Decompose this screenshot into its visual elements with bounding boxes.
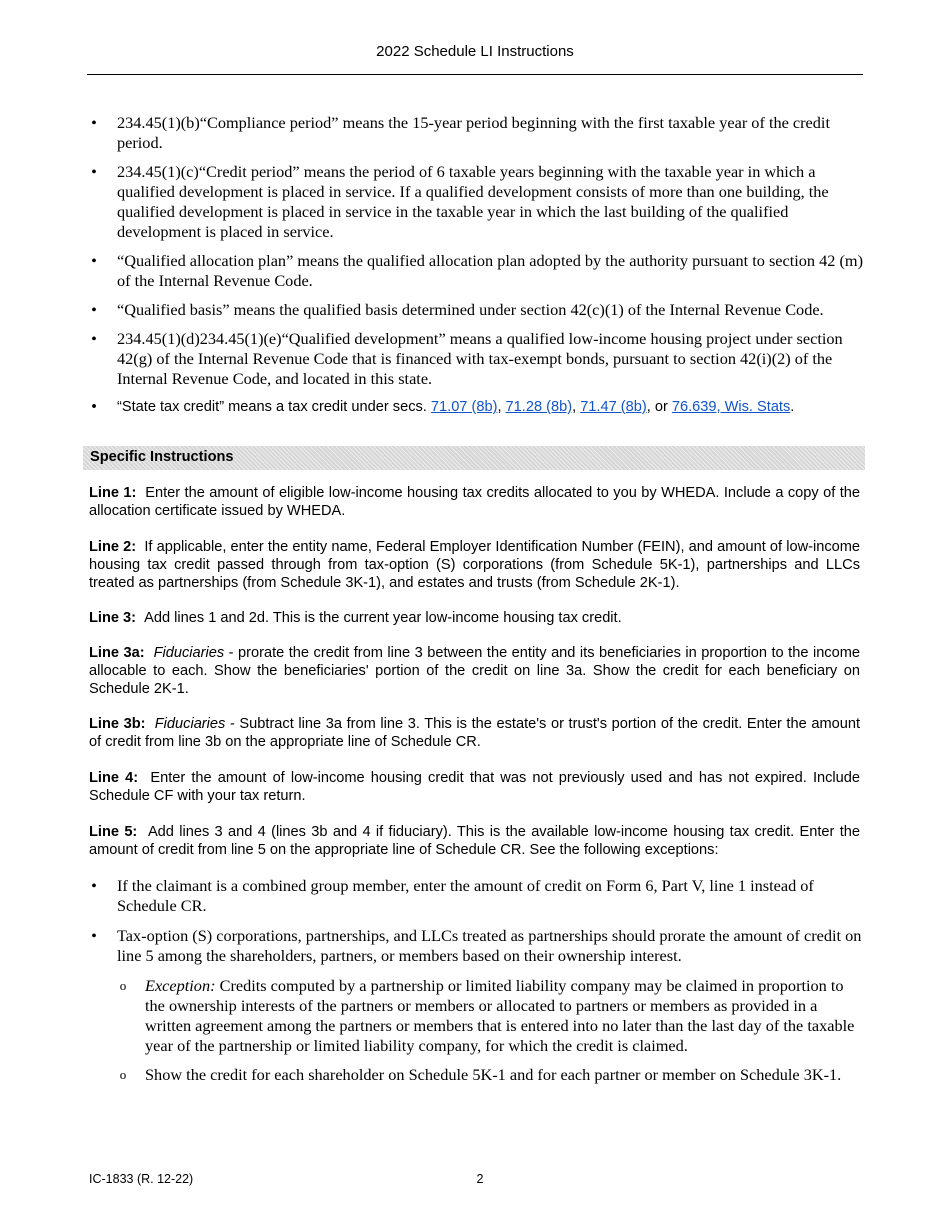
separator: , or [646, 399, 672, 415]
line-text: If applicable, enter the entity name, Federal Employer Identification Number (FEIN), and amount of low-income housing tax credit passed through from tax-option (S) corporations (from Schedule 5K-1), partnerships and LLCs treated as partnerships (from Schedule 3K-1), and estates and trusts (from Schedule 2K-1). [89, 539, 861, 591]
definition-text: “Qualified basis” means the qualified basis determined under section 42(c)(1) of the Internal Revenue Code. [117, 300, 824, 319]
line-5-instruction [89, 823, 860, 859]
statute-link-71-47[interactable]: 71.47 (8b) [580, 399, 647, 415]
line-italic: Fiduciaries [154, 716, 226, 732]
statute-link-71-07[interactable]: 71.07 (8b) [430, 399, 498, 415]
separator: , [572, 399, 581, 415]
line-text: - prorate the credit from line 3 between the entity and its beneficiaries in proportion to the income allocable to each. Show the beneficiaries' portion of the credit on line 3a. Show the credit for each beneficiary on Schedule 2K-1. [89, 645, 860, 697]
definition-item-state-tax-credit [87, 398, 863, 416]
exception-item [87, 926, 863, 1085]
definition-item [87, 300, 863, 320]
sub-exception-item [117, 976, 863, 1056]
definition-text: “Qualified development” means a qualified low-income housing project under section 42(g) of the Internal Revenue Code that is financed with tax-exempt bonds, pursuant to section 42(i)(2) of the Internal Revenue Code, and located in this state. [117, 329, 843, 388]
footer-page-number: 2 [476, 1172, 484, 1186]
definition-item [87, 162, 863, 242]
exception-item [87, 876, 863, 916]
bullet-marker: • [91, 399, 97, 415]
bullet-marker: • [91, 162, 97, 181]
line-label: Line 3a: [89, 645, 145, 661]
sub-exception-text: Show the credit for each shareholder on Schedule 5K-1 and for each partner or member on Schedule 3K-1. [145, 1065, 842, 1084]
line-italic: Fiduciaries [153, 645, 225, 661]
circle-marker: o [119, 1067, 127, 1082]
definition-ref: 234.45(1)(b) [117, 113, 200, 132]
line-label: Line 3b: [89, 716, 146, 732]
definition-ref: 234.45(1)(d)234.45(1)(e) [117, 329, 282, 348]
definition-ref: 234.45(1)(c) [117, 162, 199, 181]
line-2-instruction [89, 538, 860, 592]
sub-exception-item [117, 1065, 863, 1085]
line-label: Line 2: [89, 539, 137, 555]
definition-item [87, 113, 863, 153]
statute-link-71-28[interactable]: 71.28 (8b) [505, 399, 573, 415]
sub-exception-text: Credits computed by a partnership or limited liability company may be claimed in proportion to the ownership interests of the partners or members or allocated to partners or members as provided in a written agreement among the partners or members that is entered into no later than the last day of the taxable year of the partnership or limited liability company, for which the credit is claimed. [145, 976, 855, 1055]
sentence-end: . [790, 399, 795, 415]
line-label: Line 1: [89, 485, 137, 501]
exceptions-list [87, 876, 863, 1095]
line-3a-instruction [89, 644, 860, 698]
page-header-title: 2022 Schedule LI Instructions [376, 43, 574, 60]
definition-text: “Qualified allocation plan” means the qualified allocation plan adopted by the authority pursuant to section 42 (m) of the Internal Revenue Code. [117, 251, 863, 290]
state-tax-credit-text: “State tax credit” means a tax credit under secs. [117, 399, 431, 415]
statute-link-76-639[interactable]: 76.639, Wis. Stats [671, 399, 791, 415]
bullet-marker: • [91, 329, 97, 348]
circle-marker: o [119, 978, 127, 993]
line-text: Enter the amount of eligible low-income housing tax credits allocated to you by WHEDA. Include a copy of the allocation certificate issued by WHEDA. [89, 485, 861, 519]
definitions-list [87, 113, 863, 425]
definition-item [87, 329, 863, 389]
footer-form-number: IC-1833 (R. 12-22) [89, 1172, 194, 1186]
bullet-marker: • [91, 876, 97, 895]
line-4-instruction [89, 769, 860, 805]
exception-text: Tax-option (S) corporations, partnerships, and LLCs treated as partnerships should prorate the amount of credit on line 5 among the shareholders, partners, or members based on their ownership interest. [117, 926, 862, 965]
definition-item [87, 251, 863, 291]
definition-text: “Compliance period” means the 15-year period beginning with the first taxable year of the credit period. [117, 113, 830, 152]
line-3b-instruction [89, 715, 860, 751]
line-text: Enter the amount of low-income housing credit that was not previously used and has not expired. Include Schedule CF with your tax return. [89, 770, 861, 804]
separator: , [497, 399, 506, 415]
sub-exceptions-list [117, 976, 863, 1085]
bullet-marker: • [91, 113, 97, 132]
line-text: Add lines 3 and 4 (lines 3b and 4 if fiduciary). This is the available low-income housing tax credit. Enter the amount of credit from line 5 on the appropriate line of Schedule CR. See the following exceptions: [89, 824, 861, 858]
line-label: Line 4: [89, 770, 139, 786]
line-label: Line 5: [89, 824, 138, 840]
definition-text: “Credit period” means the period of 6 taxable years beginning with the taxable year in which a qualified development is placed in service. If a qualified development consists of more than one building, the qualified development is placed in service in the taxable year in which the last building of the qualified development is placed in service. [117, 162, 829, 241]
bullet-marker: • [91, 251, 97, 270]
section-heading: Specific Instructions [90, 449, 234, 465]
line-3-instruction [89, 609, 860, 627]
line-text: Add lines 1 and 2d. This is the current year low-income housing tax credit. [144, 610, 622, 626]
sub-exception-italic: Exception: [145, 976, 216, 995]
line-1-instruction [89, 484, 860, 520]
line-text: - Subtract line 3a from line 3. This is the estate's or trust's portion of the credit. Enter the amount of credit from line 3b on the appropriate line of Schedule CR. [89, 716, 861, 750]
section-heading-bar [83, 446, 865, 470]
exception-text: If the claimant is a combined group member, enter the amount of credit on Form 6, Part V, line 1 instead of Schedule CR. [117, 876, 814, 915]
bullet-marker: • [91, 300, 97, 319]
header-rule [87, 74, 863, 75]
bullet-marker: • [91, 926, 97, 945]
line-label: Line 3: [89, 610, 137, 626]
